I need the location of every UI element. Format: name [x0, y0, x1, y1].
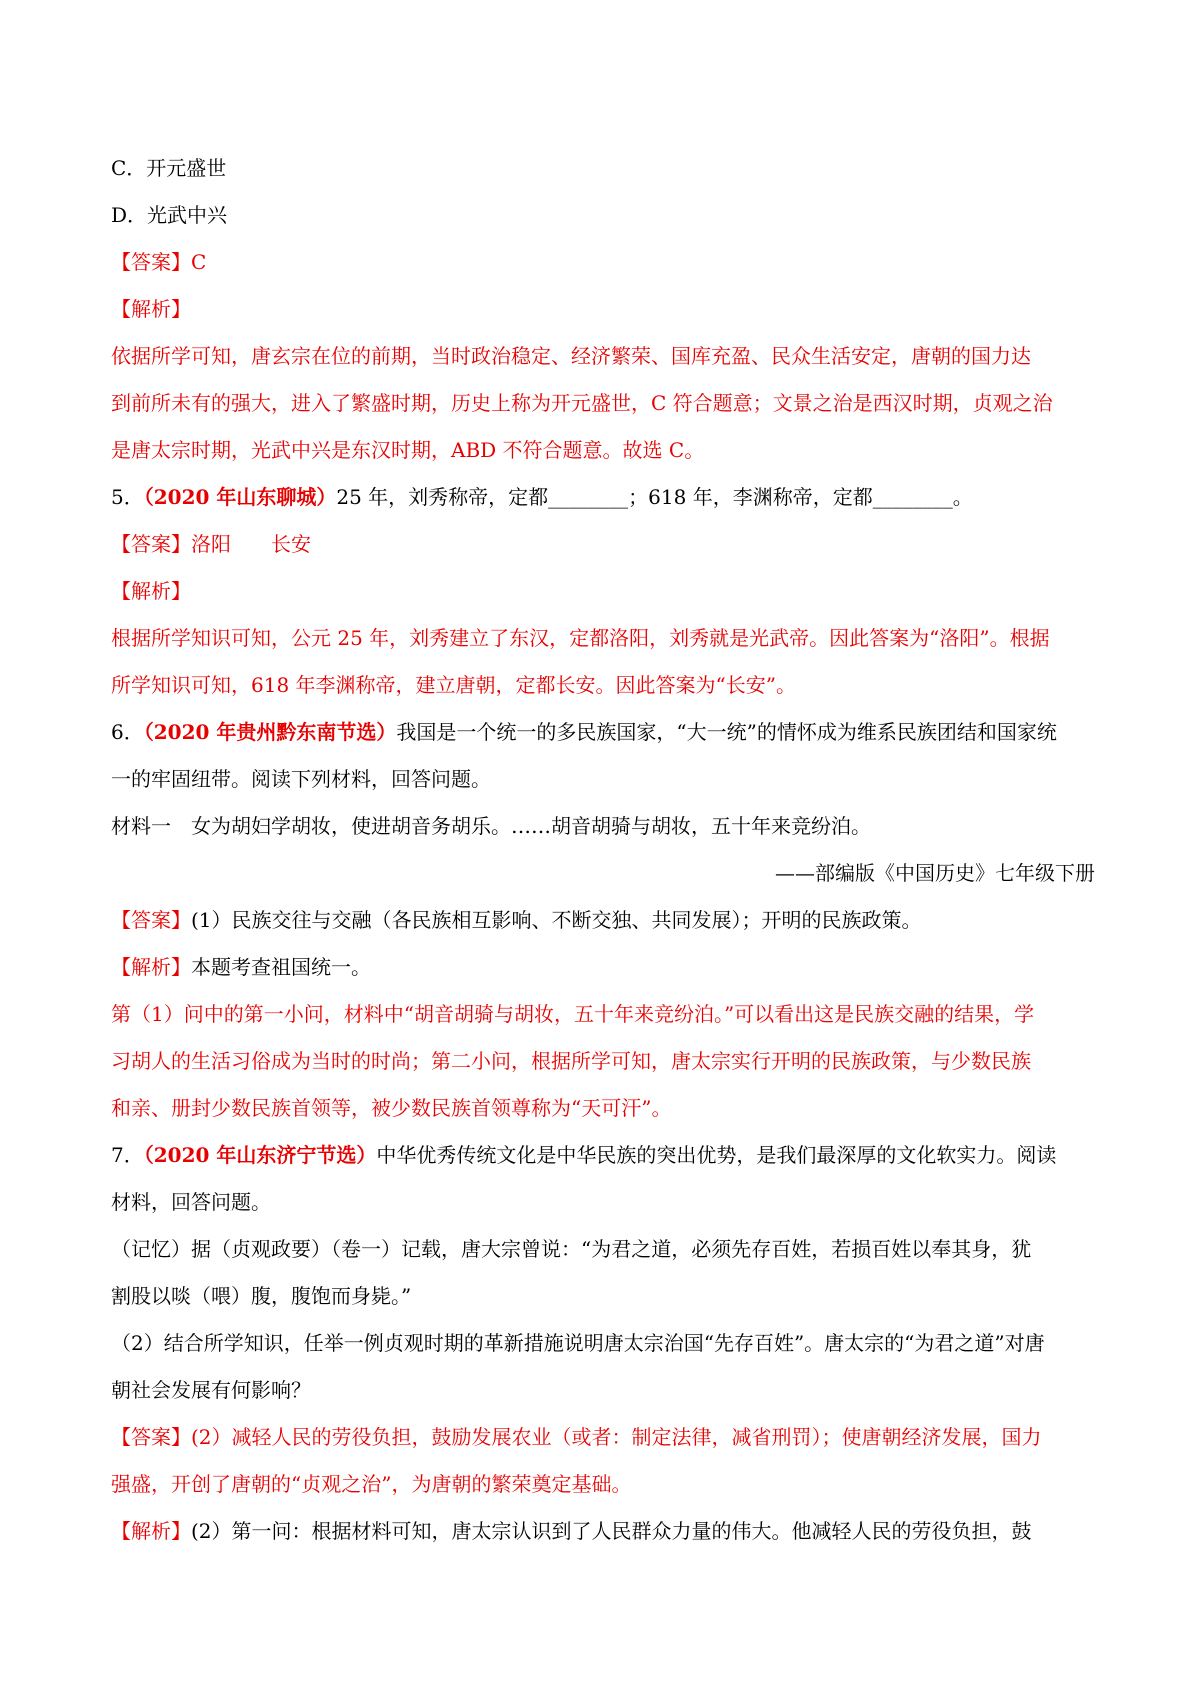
text-line — [111, 341, 1095, 371]
text-line — [111, 529, 1095, 559]
text-line — [111, 200, 1095, 230]
text-line — [111, 1375, 1095, 1405]
question-source: （2020 年山东聊城） — [143, 485, 337, 509]
text-line — [111, 1469, 1095, 1499]
text-segment: 到前所未有的强大，进入了繁盛时期，历史上称为开元盛世，C 符合题意；文景之治是西汉时期，贞观之治 — [111, 391, 1053, 415]
text-segment: 【解析】 — [111, 297, 191, 321]
question-source: （2020 年贵州黔东南节选） — [143, 720, 397, 744]
text-line — [111, 576, 1095, 606]
text-segment: (2）第一问：根据材料可知，唐太宗认识到了人民群众力量的伟大。他减轻人民的劳役负担，鼓 — [191, 1519, 1032, 1543]
text-line — [111, 717, 1095, 747]
text-segment: 25 年，刘秀称帝，定都________；618 年，李渊称帝，定都________。 — [336, 485, 973, 509]
text-segment: 和亲、册封少数民族首领等，被少数民族首领尊称为“天可汗”。 — [111, 1096, 672, 1120]
text-segment: 一的牢固纽带。阅读下列材料，回答问题。 — [111, 767, 491, 791]
text-segment: 依据所学可知，唐玄宗在位的前期，当时政治稳定、经济繁荣、国库充盈、民众生活安定，唐朝的国力达 — [111, 344, 1031, 368]
text-segment: D．光武中兴 — [111, 203, 228, 227]
text-segment: C．开元盛世 — [111, 156, 227, 180]
text-line — [111, 153, 1095, 183]
text-segment: 【答案】C — [111, 250, 207, 274]
text-line — [111, 952, 1095, 982]
text-line — [111, 1234, 1095, 1264]
text-line — [111, 1281, 1095, 1311]
text-line — [111, 764, 1095, 794]
text-line — [111, 1422, 1095, 1452]
text-segment: 5． — [111, 485, 144, 509]
text-line — [111, 388, 1095, 418]
text-segment: 材料，回答问题。 — [111, 1190, 271, 1214]
text-segment: （2）结合所学知识，任举一例贞观时期的革新措施说明唐太宗治国“先存百姓”。唐太宗的“为君之道”对唐 — [111, 1331, 1045, 1355]
text-segment: 7． — [111, 1143, 144, 1167]
text-line — [111, 435, 1095, 465]
text-line — [111, 670, 1095, 700]
text-segment: 强盛，开创了唐朝的“贞观之治”，为唐朝的繁荣奠定基础。 — [111, 1472, 632, 1496]
text-line — [111, 905, 1095, 935]
text-line — [111, 999, 1095, 1029]
text-segment: 【解析】 — [111, 579, 191, 603]
text-line — [111, 623, 1095, 653]
text-segment: 6． — [111, 720, 144, 744]
text-segment: 割股以啖（喂）腹，腹饱而身毙。” — [111, 1284, 412, 1308]
text-line — [111, 858, 1095, 888]
text-segment: 【解析】 — [111, 1519, 191, 1543]
text-line — [111, 482, 1095, 512]
text-line — [111, 1328, 1095, 1358]
text-line — [111, 1093, 1095, 1123]
text-line — [111, 1046, 1095, 1076]
text-segment: 我国是一个统一的多民族国家，“大一统”的情怀成为维系民族团结和国家统 — [396, 720, 1057, 744]
text-line — [111, 247, 1095, 277]
text-segment: 材料一 女为胡妇学胡妆，使进胡音务胡乐。……胡音胡骑与胡妆，五十年来竞纷泊。 — [111, 814, 871, 838]
text-segment: 本题考查祖国统一。 — [191, 955, 371, 979]
text-line — [111, 294, 1095, 324]
text-segment: 中华优秀传统文化是中华民族的突出优势，是我们最深厚的文化软实力。阅读 — [376, 1143, 1057, 1167]
text-segment: 所学知识可知，618 年李渊称帝，建立唐朝，定都长安。因此答案为“长安”。 — [111, 673, 796, 697]
question-source: （2020 年山东济宁节选） — [143, 1143, 377, 1167]
text-segment: 【答案】(2）减轻人民的劳役负担，鼓励发展农业（或者：制定法律，减省刑罚）；使唐朝经济发展，国力 — [111, 1425, 1042, 1449]
text-segment: ——部编版《中国历史》七年级下册 — [775, 861, 1095, 885]
text-segment: 是唐太宗时期，光武中兴是东汉时期，ABD 不符合题意。故选 C。 — [111, 438, 705, 462]
text-line — [111, 811, 1095, 841]
text-segment: 【答案】洛阳 长安 — [111, 532, 311, 556]
text-segment: （记忆）据（贞观政要）（卷一）记载，唐大宗曾说：“为君之道，必须先存百姓，若损百姓以奉其身，犹 — [111, 1237, 1032, 1261]
text-segment: 第（1）问中的第一小问，材料中“胡音胡骑与胡妆，五十年来竞纷泊。”可以看出这是民族交融的结果，学 — [111, 1002, 1035, 1026]
text-segment: 【解析】 — [111, 955, 191, 979]
text-segment: 习胡人的生活习俗成为当时的时尚；第二小问，根据所学可知，唐太宗实行开明的民族政策，与少数民族 — [111, 1049, 1031, 1073]
text-segment: 【答案】 — [111, 908, 191, 932]
text-segment: (1）民族交往与交融（各民族相互影响、不断交独、共同发展）；开明的民族政策。 — [191, 908, 922, 932]
text-segment: 根据所学知识可知，公元 25 年，刘秀建立了东汉，定都洛阳，刘秀就是光武帝。因此答案为“洛阳”。根据 — [111, 626, 1050, 650]
text-segment: 朝社会发展有何影响？ — [111, 1378, 311, 1402]
text-line — [111, 1516, 1095, 1546]
text-line — [111, 1187, 1095, 1217]
text-line — [111, 1140, 1095, 1170]
